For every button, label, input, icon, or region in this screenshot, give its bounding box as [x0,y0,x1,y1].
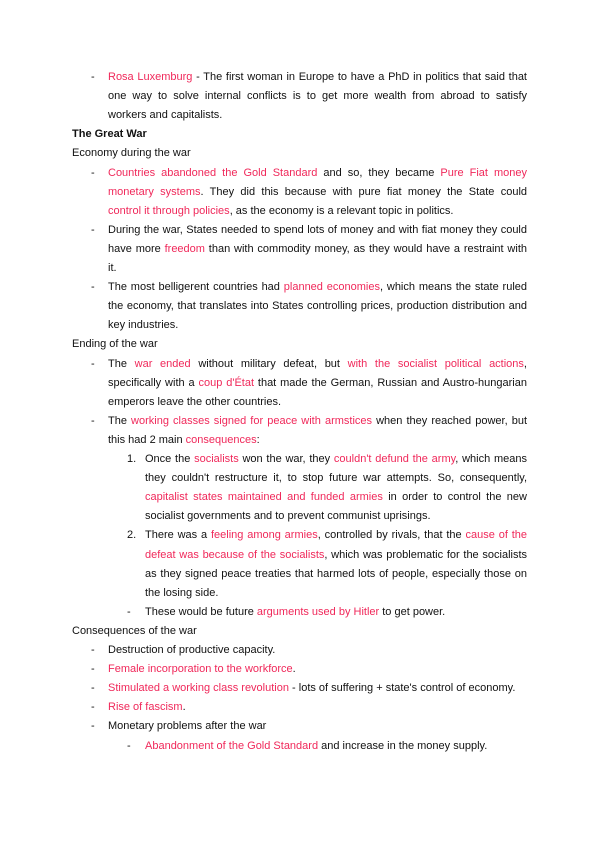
text-line [0,240,600,259]
text-segment: won the war, they [238,453,334,465]
text-segment: they couldn't restructure it, to stop future war attempts. So, consequently, [145,472,527,485]
text-segment: as they signed peace treaties that harmed lots of people, especially those on [145,567,527,580]
text-line [0,183,600,202]
highlighted-text: Rise of fascism [108,701,183,714]
highlighted-text: control it through policies [108,204,230,217]
text-line [0,316,600,335]
text-segment: The [108,357,135,370]
highlighted-text: coup d'État [198,376,255,389]
text-line [0,164,600,183]
text-segment: , [523,357,527,370]
line-text [108,278,527,297]
text-segment: Consequences of the war [72,624,197,637]
text-line [0,221,600,240]
line-text [108,202,453,221]
text-line [0,412,600,431]
text-segment: , which was problematic for the socialists [324,548,528,561]
text-line [0,374,600,393]
text-segment: The Great War [72,128,147,141]
bullet-dash-icon: - [91,166,95,179]
text-segment: emperors leave the other countries. [108,395,282,408]
text-segment: : [256,433,260,446]
text-segment: Ending of the war [72,338,158,351]
highlighted-text: consequences [185,433,257,446]
text-segment: workers and capitalists. [108,109,223,122]
text-segment: The [108,414,132,427]
text-segment: Once the [145,453,195,465]
text-segment: . They did this because with pure fiat money the State could [200,185,528,198]
line-text [72,335,158,354]
highlighted-text: Female incorporation to the workforce [108,663,293,676]
text-line [0,278,600,297]
line-text [108,316,178,335]
line-text [145,526,527,545]
bullet-dash-icon: - [91,414,95,427]
text-segment: , which means [455,453,527,465]
text-line [0,546,600,565]
highlighted-text: couldn't defund the army [333,453,456,465]
line-text [72,622,197,641]
text-line [0,144,600,163]
line-text [145,488,527,507]
line-text [108,660,296,679]
text-line [0,393,600,412]
list-number: 2. [127,529,137,542]
line-text [108,698,186,717]
text-line [0,526,600,545]
text-line [0,469,600,488]
line-text [108,183,527,202]
line-text [108,297,527,316]
text-segment: specifically with a [108,376,199,389]
text-line [0,488,600,507]
line-text [108,221,527,240]
highlighted-text: Pure Fiat money [440,166,527,179]
text-line [0,603,600,622]
text-segment: Economy during the war [72,147,191,160]
text-line [0,660,600,679]
text-line [0,507,600,526]
line-text [145,450,527,469]
highlighted-text: Rosa Luxemburg [108,71,193,83]
text-segment: than with commodity money, as they would have a restraint with [204,242,527,255]
line-text [108,240,527,259]
text-segment: in order to control the new [382,491,527,504]
line-text [108,106,222,125]
text-segment: it. [108,262,117,274]
text-line [0,87,600,106]
text-line [0,622,600,641]
line-text [108,355,527,374]
highlighted-text: cause of the [465,529,528,542]
text-segment: and increase in the money supply. [318,739,488,752]
text-segment: - lots of suffering + state's control of economy. [288,682,516,695]
line-text [145,737,487,756]
text-segment: There was a [145,529,211,542]
bullet-dash-icon: - [91,720,95,733]
text-segment: , controlled by rivals, that the [317,529,466,542]
text-segment: . [292,663,296,676]
bullet-dash-icon: - [91,682,95,695]
bullet-dash-icon: - [91,644,95,656]
bullet-dash-icon: - [91,71,95,83]
text-segment: one way to solve internal conflicts is to get more wealth from abroad to satisfy [108,90,527,103]
line-text [145,565,527,584]
line-text [108,717,266,736]
text-line [0,641,600,660]
highlighted-text: capitalist states maintained and funded armies [145,491,383,504]
bullet-dash-icon: - [91,281,95,294]
text-segment: this had 2 main [108,433,186,446]
bullet-dash-icon: - [91,663,95,676]
line-text [145,603,445,622]
text-line [0,717,600,736]
text-line [0,335,600,354]
text-segment: have more [108,242,165,255]
text-segment: Destruction of productive capacity. [108,644,276,656]
line-text [72,125,147,144]
text-segment: the losing side. [145,586,219,599]
text-segment: key industries. [108,319,179,332]
highlighted-text: arguments used by Hitler [256,605,380,618]
text-segment: socialist governments and to prevent communist uprisings. [145,510,431,523]
text-line [0,737,600,756]
line-text [108,68,527,87]
line-text [108,259,117,278]
text-segment: The most belligerent countries had [108,281,284,294]
text-segment: During the war, States needed to spend lots of money and with fiat money they could [108,223,527,236]
highlighted-text: socialists [194,453,239,465]
text-line [0,106,600,125]
line-text [108,374,527,393]
highlighted-text: with the socialist political actions [347,357,524,370]
text-segment: These would be future [145,605,257,618]
highlighted-text: planned economies [283,281,380,294]
text-line [0,259,600,278]
bullet-dash-icon: - [127,605,131,618]
bullet-dash-icon: - [91,357,95,370]
text-segment: , as the economy is a relevant topic in politics. [229,204,454,217]
text-line [0,68,600,87]
text-line [0,202,600,221]
text-segment: when they reached power, but [372,414,527,427]
text-segment: without military defeat, but [190,357,348,370]
line-text [108,641,275,660]
highlighted-text: defeat was because of the socialists [145,548,325,561]
bullet-dash-icon: - [91,223,95,236]
section-heading [0,125,600,144]
line-text [108,164,527,183]
highlighted-text: Stimulated a working class revolution [108,682,289,695]
bullet-dash-icon: - [127,739,131,752]
highlighted-text: Abandonment of the Gold Standard [145,739,319,752]
text-segment: to get power. [379,605,446,618]
list-number: 1. [127,453,137,465]
bullet-dash-icon: - [91,701,95,714]
highlighted-text: working classes signed for peace with armstices [131,414,373,427]
text-line [0,698,600,717]
text-segment: . [182,701,186,714]
text-line [0,431,600,450]
line-text [145,584,218,603]
line-text [108,431,260,450]
line-text [108,393,281,412]
text-line [0,584,600,603]
line-text [108,679,515,698]
text-segment: Monetary problems after the war [108,720,267,733]
highlighted-text: Countries abandoned the Gold Standard [108,166,318,179]
text-segment: the economy, that translates into States controlling prices, production distribution and [108,300,527,313]
highlighted-text: freedom [164,242,205,255]
line-text [108,87,527,106]
text-line [0,450,600,469]
text-segment: , which means the state ruled [379,281,527,294]
text-line [0,679,600,698]
highlighted-text: feeling among armies [210,529,318,542]
text-line [0,565,600,584]
text-segment: that made the German, Russian and Austro-hungarian [254,376,527,389]
highlighted-text: monetary systems [108,185,201,198]
line-text [108,412,527,431]
highlighted-text: war ended [134,357,191,370]
line-text [145,546,527,565]
line-text [145,507,431,526]
line-text [145,469,527,488]
text-segment: - The first woman in Europe to have a PhD in politics that said that [192,71,527,83]
text-line [0,355,600,374]
line-text [72,144,191,163]
text-line [0,297,600,316]
text-segment: and so, they became [317,166,441,179]
